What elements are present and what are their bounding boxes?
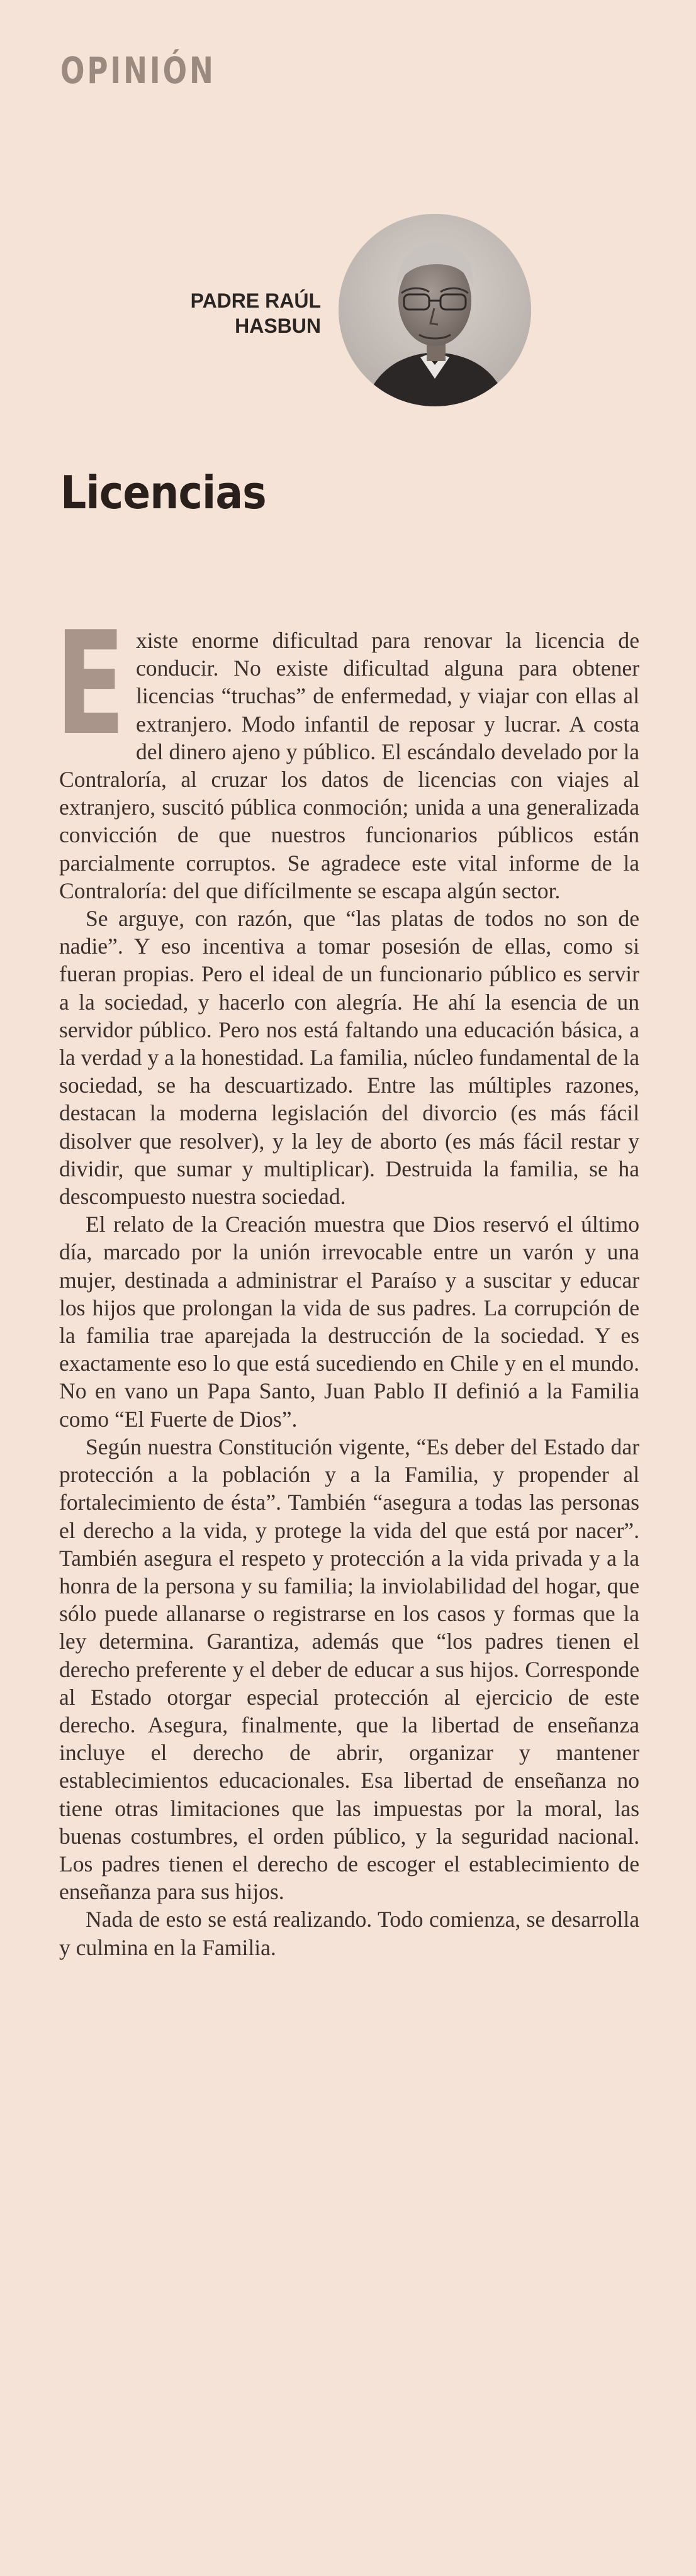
- drop-cap: E: [55, 601, 126, 767]
- article-paragraph-1-text: xiste enorme dificultad para renovar la licencia de conducir. No existe dificultad alguna para obtener licencias “truchas” de enfermedad, y viajar con ellas al extranjero. Modo infantil de reposar y lucrar. A costa del dinero ajeno y público. El escándalo develado por la Contraloría, al cruzar los datos de licencias con viajes al extranjero, suscitó pública conmoción; unida a una generalizada convicción de que nuestros funcionarios públicos están parcialmente corruptos. Se agradece este vital informe de la Contraloría: del que difícilmente se escapa algún sector.: [59, 628, 639, 903]
- author-name-line-2: HASBUN: [235, 315, 321, 337]
- article-paragraph-5: Nada de esto se está realizando. Todo comienza, se desarrolla y culmina en la Familia.: [59, 1907, 639, 1960]
- author-name-line-1: PADRE RAÚL: [190, 289, 321, 312]
- article-title: Licencias: [60, 466, 266, 519]
- author-portrait: [339, 214, 531, 406]
- article-paragraph-3: El relato de la Creación muestra que Dios reservó el último día, marcado por la unión irrevocable entre un varón y una mujer, destinada a administrar el Paraíso y a suscitar y educar los hijos que prolongan la vida de sus padres. La corrupción de la familia trae aparejada la destrucción de la sociedad. Y es exactamente eso lo que está sucediendo en Chile y en el mundo. No en vano un Papa Santo, Juan Pablo II definió a la Familia como “El Fuerte de Dios”.: [59, 1212, 639, 1432]
- article-paragraph-4: Según nuestra Constitución vigente, “Es deber del Estado dar protección a la población y a la Familia, y propender al fortalecimiento de ésta”. También “asegura a todas las personas el derecho a la vida, y protege la vida del que está por nacer”. También asegura el respeto y protección a la vida privada y a la honra de la persona y su familia; la inviolabilidad del hogar, que sólo puede allanarse o registrarse en los casos y formas que la ley determina. Garantiza, además que “los padres tienen el derecho preferente y el deber de educar a sus hijos. Corresponde al Estado otorgar especial protección al ejercicio de este derecho. Asegura, finalmente, que la libertad de enseñanza incluye el derecho de abrir, organizar y mantener establecimientos educacionales. Esa libertad de enseñanza no tiene otras limitaciones que las impuestas por la moral, las buenas costumbres, el orden público, y la seguridad nacional. Los padres tienen el derecho de escoger el establecimiento de enseñanza para sus hijos.: [59, 1434, 639, 1905]
- article-paragraph-2: Se arguye, con razón, que “las platas de todos no son de nadie”. Y eso incentiva a tomar posesión de ellas, como si fueran propias. Pero el ideal de un funcionario público es servir a la sociedad, y hacerlo con alegría. He ahí la esencia de un servidor público. Pero nos está faltando una educación básica, a la verdad y a la honestidad. La familia, núcleo fundamental de la sociedad, se ha descuartizado. Entre las múltiples razones, destacan la moderna legislación del divorcio (es más fácil disolver que resolver), y la ley de aborto (es más fácil restar y dividir, que sumar y multiplicar). Destruida la familia, se ha descompuesto nuestra sociedad.: [59, 906, 639, 1210]
- author-byline: [191, 288, 321, 338]
- section-label: OPINIÓN: [60, 49, 216, 92]
- article-body: [55, 601, 639, 1961]
- article-paragraph-1: [55, 601, 639, 905]
- author-portrait-image: [339, 214, 531, 406]
